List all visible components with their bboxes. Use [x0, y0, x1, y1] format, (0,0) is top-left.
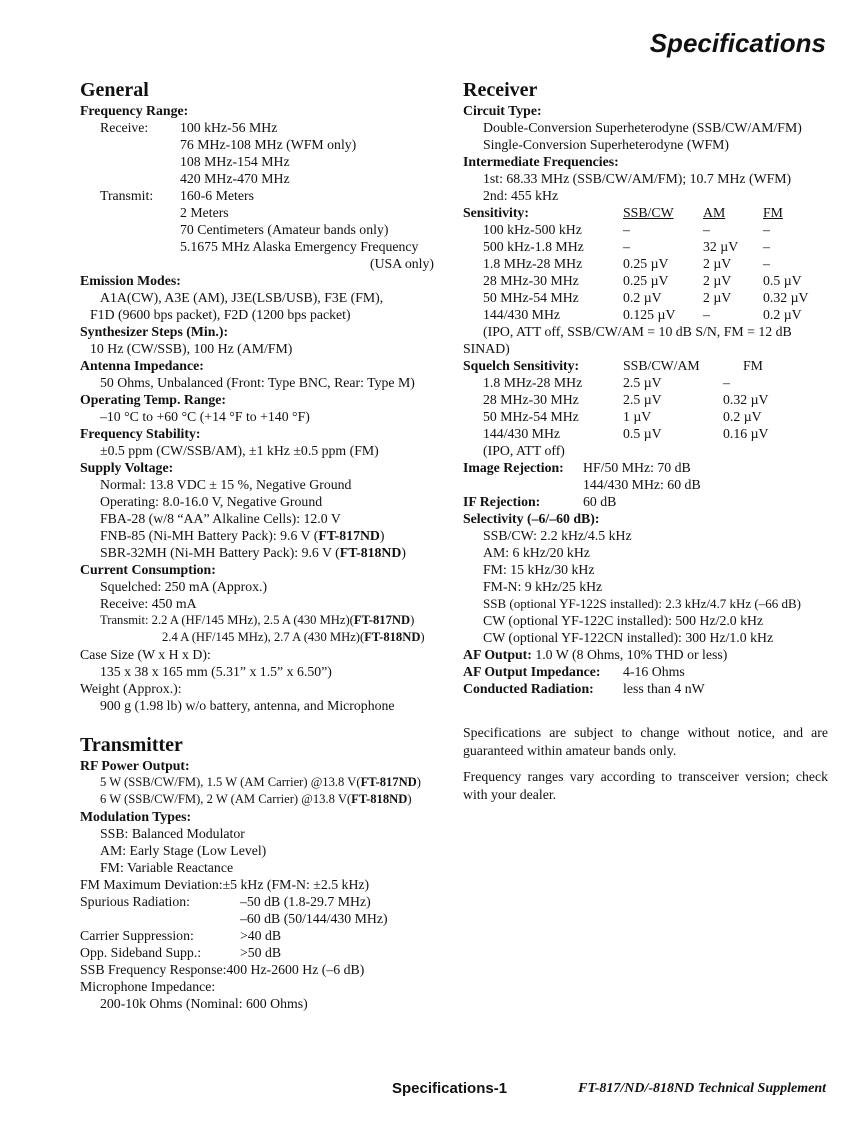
- receive-row: [80, 119, 440, 136]
- selectivity-value: SSB (optional YF-122S installed): 2.3 kHz/4.7 kHz (–66 dB): [483, 596, 802, 611]
- conducted-row: [463, 680, 833, 697]
- close-paren: ): [410, 613, 415, 627]
- left-column: [80, 78, 440, 1012]
- mic-label: Microphone Impedance:: [80, 979, 216, 994]
- sens-cell: 1.8 MHz-28 MHz: [483, 256, 583, 271]
- receive-label: Receive:: [100, 120, 149, 135]
- synth-label: Synthesizer Steps (Min.):: [80, 324, 229, 339]
- sensitivity-label: Sensitivity:: [463, 205, 529, 220]
- weight-value: 900 g (1.98 lb) w/o battery, antenna, and Microphone: [100, 698, 395, 713]
- sq-row: [463, 425, 833, 442]
- supply-value: [80, 544, 440, 561]
- sens-cell: 100 kHz-500 kHz: [483, 222, 582, 237]
- sq-cell: 1.8 MHz-28 MHz: [483, 375, 583, 390]
- sens-note: SINAD): [463, 341, 510, 356]
- supply-value: Normal: 13.8 VDC ± 15 %, Negative Ground: [100, 477, 352, 492]
- transmit-value: 5.1675 MHz Alaska Emergency Frequency: [180, 239, 419, 254]
- image-label: Image Rejection:: [463, 460, 564, 475]
- usa-only: (USA only): [369, 256, 434, 271]
- selectivity-value: CW (optional YF-122C installed): 500 Hz/2.0 kHz: [483, 613, 764, 628]
- spurious-value: –60 dB (50/144/430 MHz): [240, 911, 388, 926]
- model-817: FT-817ND: [353, 613, 411, 627]
- sens-row: [463, 221, 833, 238]
- opp-label: Opp. Sideband Supp.:: [80, 945, 202, 960]
- sens-cell: 500 kHz-1.8 MHz: [483, 239, 584, 254]
- supply-value: [80, 527, 440, 544]
- image-value: HF/50 MHz: 70 dB: [583, 460, 691, 475]
- synth-value: 10 Hz (CW/SSB), 100 Hz (AM/FM): [90, 341, 293, 356]
- transmit-value: 160-6 Meters: [180, 188, 254, 203]
- note-paragraph: Specifications are subject to change without notice, and are guaranteed within amateur bands only.: [463, 725, 828, 758]
- sens-cell: –: [763, 239, 770, 254]
- af-impedance-row: [463, 663, 833, 680]
- case-value: 135 x 38 x 165 mm (5.31” x 1.5” x 6.50”): [100, 664, 332, 679]
- squelch-label: Squelch Sensitivity:: [463, 358, 580, 373]
- if-value: 1st: 68.33 MHz (SSB/CW/AM/FM); 10.7 MHz (WFM): [483, 171, 792, 186]
- rf-label: RF Power Output:: [80, 758, 190, 773]
- sq-cell: 2.5 µV: [623, 392, 662, 407]
- selectivity-value: FM-N: 9 kHz/25 kHz: [483, 579, 603, 594]
- circuit-label: Circuit Type:: [463, 103, 542, 118]
- af-label: AF Output:: [463, 647, 532, 662]
- afimp-label: AF Output Impedance:: [463, 664, 601, 679]
- sens-cell: 0.5 µV: [763, 273, 802, 288]
- sens-row: [463, 255, 833, 272]
- mod-value: AM: Early Stage (Low Level): [100, 843, 267, 858]
- weight-label: Weight (Approx.):: [80, 681, 182, 696]
- current-value: [80, 612, 440, 629]
- tx-current-text: 2.4 A (HF/145 MHz), 2.7 A (430 MHz)(: [162, 630, 365, 644]
- rf-value: [80, 774, 440, 791]
- sens-cell: 0.125 µV: [623, 307, 676, 322]
- sq-cell: 2.5 µV: [623, 375, 662, 390]
- receive-value: 76 MHz-108 MHz (WFM only): [180, 137, 357, 152]
- rf-text: 6 W (SSB/CW/FM), 2 W (AM Carrier) @13.8 V(: [100, 792, 352, 806]
- mod-value: FM: Variable Reactance: [100, 860, 234, 875]
- sens-cell: 28 MHz-30 MHz: [483, 273, 579, 288]
- sens-col-header: AM: [703, 205, 726, 220]
- sens-cell: 0.2 µV: [623, 290, 662, 305]
- sens-cell: –: [763, 222, 770, 237]
- carrier-row: [80, 927, 440, 944]
- model-818: FT-818ND: [364, 630, 421, 644]
- af-output-row: [463, 646, 833, 663]
- sq-cell: 50 MHz-54 MHz: [483, 409, 579, 424]
- footer-doc-title: FT-817/ND/-818ND Technical Supplement: [578, 1081, 826, 1096]
- emission-label: Emission Modes:: [80, 273, 181, 288]
- sensitivity-table: [463, 221, 833, 323]
- circuit-value: Double-Conversion Superheterodyne (SSB/CW/AM/FM): [483, 120, 802, 135]
- antenna-value: 50 Ohms, Unbalanced (Front: Type BNC, Rear: Type M): [100, 375, 415, 390]
- selectivity-value: CW (optional YF-122CN installed): 300 Hz/1.0 kHz: [483, 630, 774, 645]
- sens-col-header: SSB/CW: [623, 205, 674, 220]
- close-paren: ): [379, 528, 385, 543]
- sens-cell: 2 µV: [703, 290, 732, 305]
- cond-value: less than 4 nW: [623, 681, 705, 696]
- mod-value: SSB: Balanced Modulator: [100, 826, 245, 841]
- opp-row: [80, 944, 440, 961]
- receive-value: 100 kHz-56 MHz: [180, 120, 278, 135]
- opp-value: >50 dB: [240, 945, 282, 960]
- sens-cell: –: [623, 239, 630, 254]
- mic-value: 200-10k Ohms (Nominal: 600 Ohms): [100, 996, 308, 1011]
- model-818: FT-818ND: [339, 545, 402, 560]
- sens-note: (IPO, ATT off, SSB/CW/AM = 10 dB S/N, FM = 12 dB: [483, 324, 792, 339]
- supply-value: Operating: 8.0-16.0 V, Negative Ground: [100, 494, 323, 509]
- current-label: Current Consumption:: [80, 562, 216, 577]
- optemp-value: –10 °C to +60 °C (+14 °F to +140 °F): [100, 409, 310, 424]
- selectivity-label: Selectivity (–6/–60 dB):: [463, 511, 600, 526]
- sens-cell: 50 MHz-54 MHz: [483, 290, 579, 305]
- close-paren: ): [407, 792, 412, 806]
- sens-cell: 0.25 µV: [623, 273, 669, 288]
- carrier-value: >40 dB: [240, 928, 282, 943]
- image-rejection-row: [463, 459, 833, 476]
- image-value: 144/430 MHz: 60 dB: [583, 477, 701, 492]
- if-label: Intermediate Frequencies:: [463, 154, 619, 169]
- ifrej-value: 60 dB: [583, 494, 617, 509]
- note-paragraph: Frequency ranges vary according to transceiver version; check with your dealer.: [463, 769, 828, 802]
- sq-row: [463, 374, 833, 391]
- case-label: Case Size (W x H x D):: [80, 647, 211, 662]
- spurious-row: [80, 893, 440, 910]
- spurious-value: –50 dB (1.8-29.7 MHz): [240, 894, 371, 909]
- sq-cell: 144/430 MHz: [483, 426, 561, 441]
- supply-label: Supply Voltage:: [80, 460, 174, 475]
- sens-cell: 144/430 MHz: [483, 307, 561, 322]
- sensitivity-header: [463, 204, 833, 221]
- current-value: Squelched: 250 mA (Approx.): [100, 579, 268, 594]
- sens-cell: –: [623, 222, 630, 237]
- squelch-header: [463, 357, 833, 374]
- rf-text: 5 W (SSB/CW/FM), 1.5 W (AM Carrier) @13.8 V(: [100, 775, 361, 789]
- circuit-value: Single-Conversion Superheterodyne (WFM): [483, 137, 729, 152]
- sq-cell: 28 MHz-30 MHz: [483, 392, 579, 407]
- ifrej-label: IF Rejection:: [463, 494, 541, 509]
- general-heading: General: [80, 79, 149, 101]
- transmit-value: 2 Meters: [180, 205, 229, 220]
- af-value: 1.0 W (8 Ohms, 10% THD or less): [535, 647, 728, 662]
- sq-cell: 0.32 µV: [723, 392, 769, 407]
- supply-value: FBA-28 (w/8 “AA” Alkaline Cells): 12.0 V: [100, 511, 341, 526]
- sens-row: [463, 272, 833, 289]
- fnb85-text: FNB-85 (Ni-MH Battery Pack): 9.6 V (: [100, 528, 319, 543]
- emission-value: F1D (9600 bps packet), F2D (1200 bps packet): [90, 307, 351, 322]
- sens-row: [463, 238, 833, 255]
- tx-current-text: Transmit: 2.2 A (HF/145 MHz), 2.5 A (430 MHz)(: [100, 613, 354, 627]
- if-value: 2nd: 455 kHz: [483, 188, 559, 203]
- carrier-label: Carrier Suppression:: [80, 928, 194, 943]
- sq-col-header: SSB/CW/AM: [623, 358, 700, 373]
- spurious-label: Spurious Radiation:: [80, 894, 190, 909]
- close-paren: ): [420, 630, 425, 644]
- sens-cell: –: [703, 222, 710, 237]
- sq-cell: –: [723, 375, 730, 390]
- afimp-value: 4-16 Ohms: [623, 664, 685, 679]
- current-value: [80, 629, 440, 646]
- cond-label: Conducted Radiation:: [463, 681, 594, 696]
- sens-cell: 2 µV: [703, 256, 732, 271]
- sens-row: [463, 306, 833, 323]
- ssb-response: SSB Frequency Response:400 Hz-2600 Hz (–6 dB): [80, 962, 365, 977]
- sens-col-header: FM: [763, 205, 783, 220]
- fm-deviation: FM Maximum Deviation:±5 kHz (FM-N: ±2.5 kHz): [80, 877, 370, 892]
- sens-cell: 2 µV: [703, 273, 732, 288]
- sq-row: [463, 391, 833, 408]
- emission-value: A1A(CW), A3E (AM), J3E(LSB/USB), F3E (FM),: [100, 290, 384, 305]
- freq-range-label: Frequency Range:: [80, 103, 189, 118]
- transmit-label: Transmit:: [100, 188, 154, 203]
- model-817: FT-817ND: [360, 775, 417, 789]
- sbr32-text: SBR-32MH (Ni-MH Battery Pack): 9.6 V (: [100, 545, 340, 560]
- model-817: FT-817ND: [318, 528, 380, 543]
- sq-row: [463, 408, 833, 425]
- stability-label: Frequency Stability:: [80, 426, 201, 441]
- selectivity-value: FM: 15 kHz/30 kHz: [483, 562, 595, 577]
- if-rejection-row: [463, 493, 833, 510]
- sq-cell: 1 µV: [623, 409, 652, 424]
- sens-row: [463, 289, 833, 306]
- antenna-label: Antenna Impedance:: [80, 358, 204, 373]
- model-818: FT-818ND: [351, 792, 408, 806]
- close-paren: ): [416, 775, 421, 789]
- sens-cell: –: [703, 307, 710, 322]
- sq-col-header: FM: [743, 358, 763, 373]
- sens-cell: 0.32 µV: [763, 290, 809, 305]
- right-column: [463, 78, 833, 697]
- selectivity-value: AM: 6 kHz/20 kHz: [483, 545, 590, 560]
- transmitter-heading: Transmitter: [80, 734, 183, 756]
- sq-note: (IPO, ATT off): [483, 443, 565, 458]
- sq-cell: 0.16 µV: [723, 426, 769, 441]
- sens-cell: 32 µV: [703, 239, 739, 254]
- sens-cell: 0.2 µV: [763, 307, 802, 322]
- receiver-heading: Receiver: [463, 79, 538, 101]
- sq-cell: 0.5 µV: [623, 426, 662, 441]
- sq-cell: 0.2 µV: [723, 409, 762, 424]
- selectivity-value: SSB/CW: 2.2 kHz/4.5 kHz: [483, 528, 632, 543]
- close-paren: ): [401, 545, 406, 560]
- page-title: Specifications: [649, 28, 826, 58]
- squelch-table: [463, 374, 833, 442]
- footer-section: Specifications-1: [392, 1080, 508, 1097]
- current-value: Receive: 450 mA: [100, 596, 197, 611]
- optemp-label: Operating Temp. Range:: [80, 392, 227, 407]
- receive-value: 420 MHz-470 MHz: [180, 171, 290, 186]
- stability-value: ±0.5 ppm (CW/SSB/AM), ±1 kHz ±0.5 ppm (FM): [100, 443, 379, 458]
- sens-cell: –: [763, 256, 770, 271]
- mod-label: Modulation Types:: [80, 809, 192, 824]
- transmit-row: [80, 187, 440, 204]
- transmit-value: 70 Centimeters (Amateur bands only): [180, 222, 389, 237]
- sens-cell: 0.25 µV: [623, 256, 669, 271]
- receive-value: 108 MHz-154 MHz: [180, 154, 290, 169]
- rf-value: [80, 791, 440, 808]
